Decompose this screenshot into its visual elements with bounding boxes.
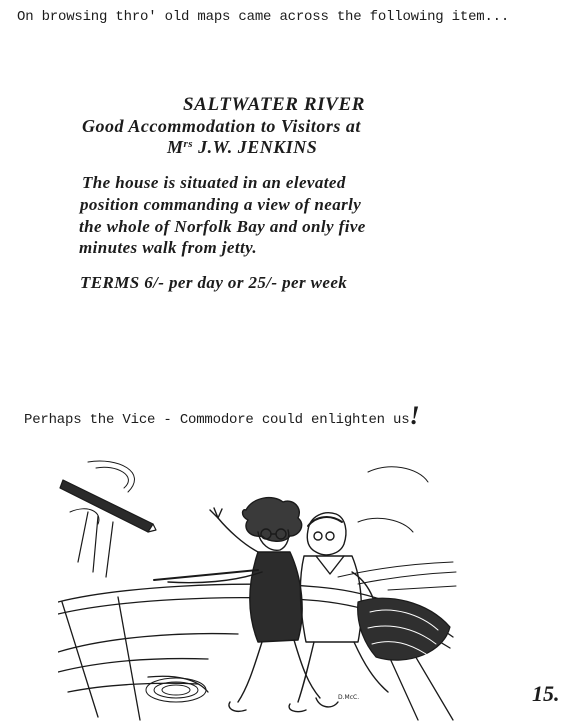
advert-host-prefix: M (167, 137, 184, 157)
tiller (154, 570, 258, 580)
page-number: 15. (532, 681, 560, 706)
advert-title: SALTWATER RIVER (183, 94, 366, 115)
advert-subtitle: Good Accommodation to Visitors at (82, 116, 361, 136)
advert-body-line: position commanding a view of nearly (80, 195, 362, 214)
cartoon-illustration (58, 452, 458, 722)
advert-body-line: The house is situated in an elevated (82, 173, 346, 192)
advert-host-superscript: rs (183, 138, 194, 150)
advert-body-line: the whole of Norfolk Bay and only five (79, 217, 366, 236)
boom (60, 480, 156, 577)
sail-bundle (358, 598, 450, 660)
artist-signature: D.McC. (338, 694, 360, 701)
outro-sentence: Perhaps the Vice - Commodore could enlighten us (24, 412, 410, 428)
advert-host-surname: J.W. JENKINS (193, 137, 318, 157)
advert-body-line: minutes walk from jetty. (79, 238, 258, 257)
outro-text (24, 401, 419, 431)
outro-exclamation: ! (409, 401, 420, 430)
advert-terms: TERMS 6/- per day or 25/- per week (80, 273, 348, 292)
rope-coil (146, 678, 206, 702)
woman-figure (168, 498, 338, 712)
advert-host-name (167, 137, 317, 158)
advertisement (0, 0, 572, 330)
intro-text: On browsing thro' old maps came across the following item... (17, 9, 510, 25)
